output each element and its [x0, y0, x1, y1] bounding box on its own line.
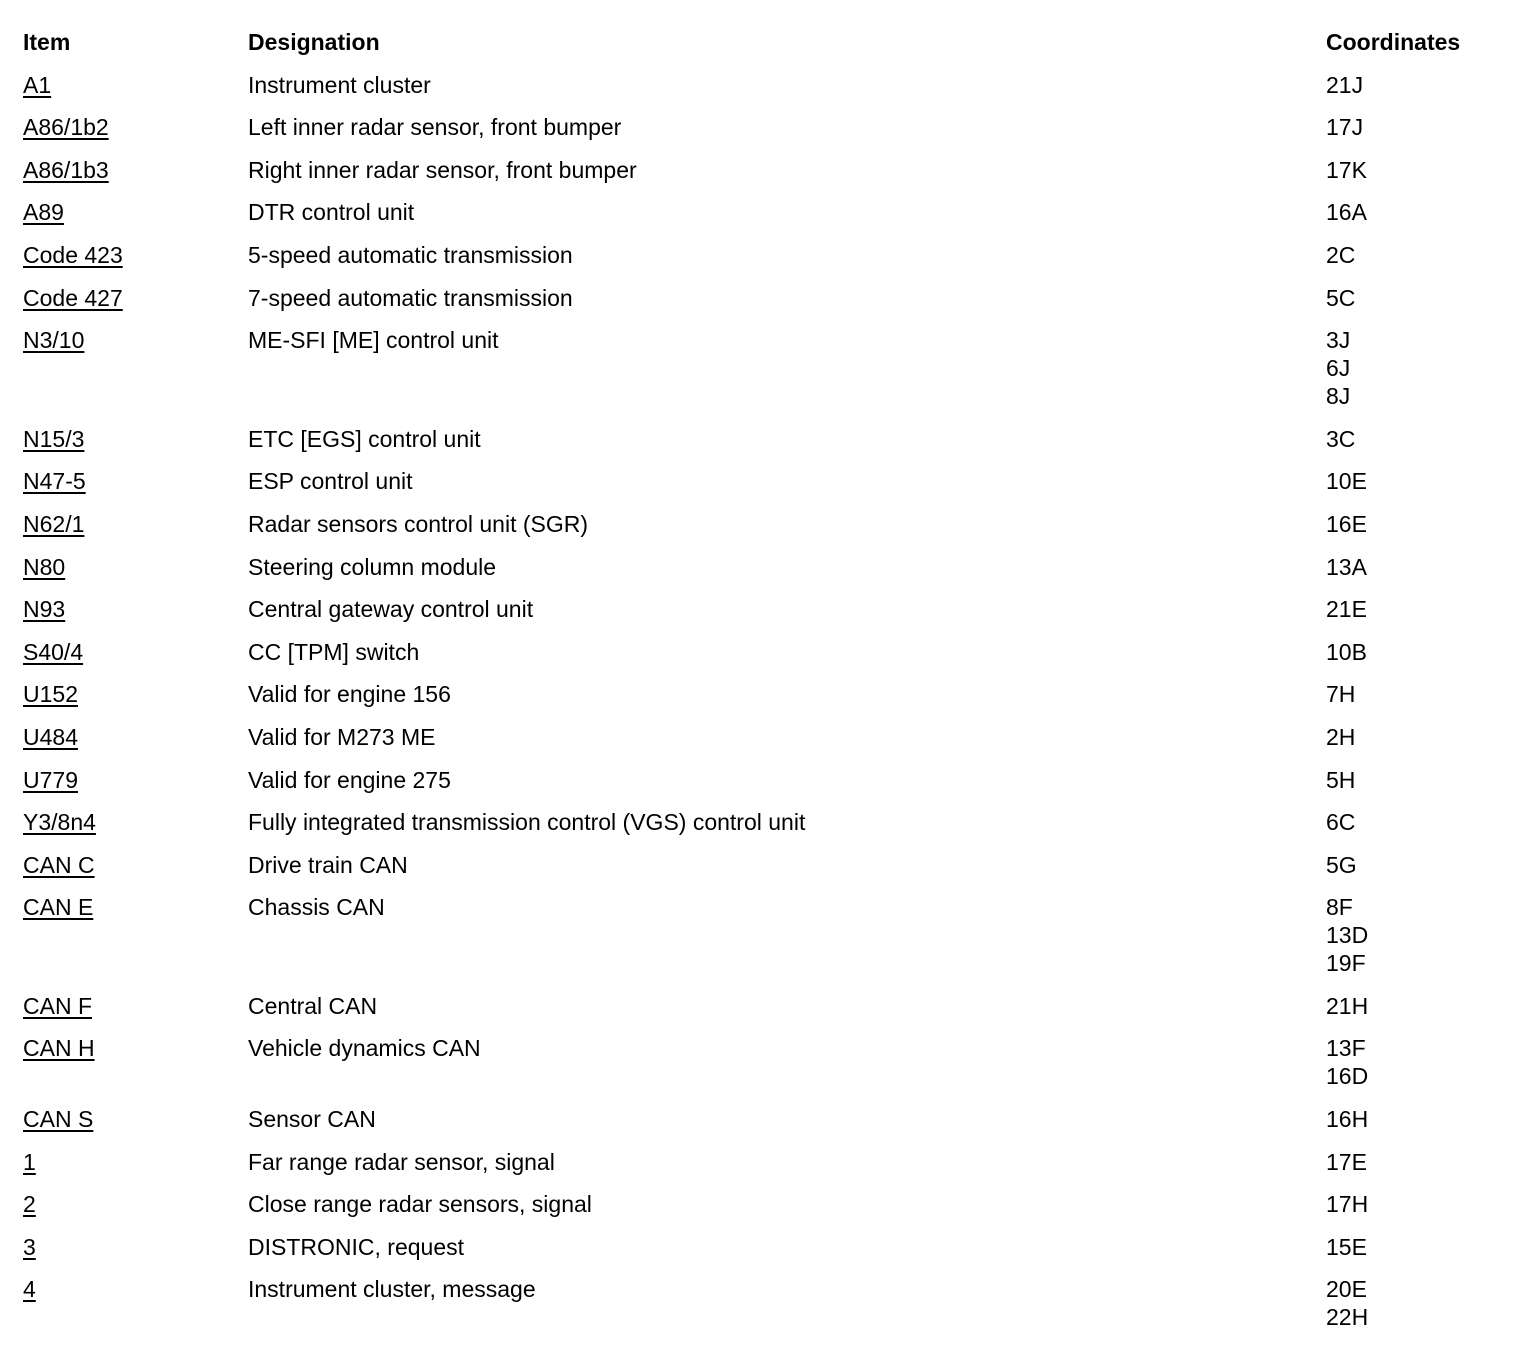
table-row [0, 425, 1520, 453]
coordinates-cell [1326, 326, 1520, 410]
designation-cell: Chassis CAN [248, 894, 385, 921]
legend-header-row [0, 28, 1520, 56]
coordinate-value: 21E [1326, 596, 1367, 623]
coordinate-value: 6J [1326, 355, 1351, 382]
table-row [0, 71, 1520, 99]
table-row [0, 680, 1520, 708]
header-item: Item [23, 29, 71, 55]
item-link[interactable]: 3 [23, 1233, 36, 1260]
designation-cell: ETC [EGS] control unit [248, 425, 481, 452]
coordinate-value: 5G [1326, 851, 1357, 878]
table-row [0, 1034, 1520, 1090]
table-row [0, 851, 1520, 879]
coordinates-cell [1326, 808, 1520, 836]
table-row [0, 595, 1520, 623]
designation-cell: 7-speed automatic transmission [248, 284, 573, 311]
item-cell [0, 241, 248, 269]
designation-cell: Central CAN [248, 992, 378, 1019]
table-row [0, 510, 1520, 538]
item-cell [0, 284, 248, 312]
item-link[interactable]: N62/1 [23, 510, 85, 537]
item-cell [0, 198, 248, 226]
legend-rows [0, 71, 1520, 1332]
coordinate-value: 21J [1326, 71, 1364, 98]
item-cell [0, 510, 248, 538]
item-cell [0, 808, 248, 836]
table-row [0, 198, 1520, 226]
table-row [0, 1190, 1520, 1218]
table-row [0, 241, 1520, 269]
coordinate-value: 16H [1326, 1106, 1369, 1133]
coordinates-cell [1326, 680, 1520, 708]
coordinate-value: 19F [1326, 950, 1366, 977]
designation-cell: 5-speed automatic transmission [248, 241, 573, 268]
designation-cell: Instrument cluster, message [248, 1276, 536, 1303]
item-cell [0, 1034, 248, 1062]
item-link[interactable]: CAN C [23, 851, 95, 878]
item-cell [0, 766, 248, 794]
coordinate-value: 3C [1326, 425, 1356, 452]
item-link[interactable]: Code 427 [23, 284, 123, 311]
designation-cell: Steering column module [248, 553, 497, 580]
coordinates-cell [1326, 893, 1520, 977]
coordinate-value: 17E [1326, 1148, 1367, 1175]
table-row [0, 766, 1520, 794]
item-link[interactable]: 2 [23, 1191, 36, 1218]
table-row [0, 1275, 1520, 1331]
item-link[interactable]: U484 [23, 723, 78, 750]
coordinates-cell [1326, 1233, 1520, 1261]
coordinates-cell [1326, 851, 1520, 879]
table-row [0, 808, 1520, 836]
coordinates-cell [1326, 156, 1520, 184]
item-link[interactable]: N93 [23, 596, 66, 623]
header-designation: Designation [248, 29, 380, 55]
designation-cell: Valid for engine 156 [248, 681, 451, 708]
table-row [0, 553, 1520, 581]
designation-cell: Left inner radar sensor, front bumper [248, 114, 622, 141]
item-cell [0, 723, 248, 751]
designation-cell: CC [TPM] switch [248, 638, 420, 665]
coordinates-cell [1326, 595, 1520, 623]
item-cell [0, 113, 248, 141]
item-link[interactable]: U779 [23, 766, 78, 793]
table-row [0, 156, 1520, 184]
coordinate-value: 10E [1326, 468, 1367, 495]
table-row [0, 467, 1520, 495]
table-row [0, 893, 1520, 977]
coordinate-value: 13D [1326, 922, 1369, 949]
coordinate-value: 17H [1326, 1191, 1369, 1218]
item-cell [0, 1105, 248, 1133]
coordinates-cell [1326, 113, 1520, 141]
item-cell [0, 156, 248, 184]
coordinates-cell [1326, 467, 1520, 495]
item-cell [0, 680, 248, 708]
designation-cell: Valid for engine 275 [248, 766, 451, 793]
coordinate-value: 8J [1326, 383, 1351, 410]
coordinate-value: 13F [1326, 1035, 1366, 1062]
item-cell [0, 893, 248, 921]
designation-cell: Fully integrated transmission control (VGS) control unit [248, 809, 806, 836]
table-row [0, 1233, 1520, 1261]
coordinate-value: 15E [1326, 1233, 1367, 1260]
item-link[interactable]: Code 423 [23, 241, 123, 268]
table-row [0, 992, 1520, 1020]
designation-cell: Instrument cluster [248, 71, 431, 98]
coordinate-value: 6C [1326, 809, 1356, 836]
designation-cell: Vehicle dynamics CAN [248, 1035, 481, 1062]
item-link[interactable]: N15/3 [23, 425, 85, 452]
coordinate-value: 10B [1326, 638, 1367, 665]
table-row [0, 113, 1520, 141]
designation-cell: DISTRONIC, request [248, 1233, 464, 1260]
item-link[interactable]: A86/1b3 [23, 156, 109, 183]
coordinates-cell [1326, 1034, 1520, 1090]
coordinates-cell [1326, 284, 1520, 312]
item-link[interactable]: U152 [23, 681, 78, 708]
item-link[interactable]: A1 [23, 71, 52, 98]
item-cell [0, 425, 248, 453]
item-cell [0, 1275, 248, 1303]
designation-cell: Central gateway control unit [248, 596, 534, 623]
item-cell [0, 326, 248, 354]
coordinates-cell [1326, 1190, 1520, 1218]
item-cell [0, 1148, 248, 1176]
designation-cell: Sensor CAN [248, 1106, 376, 1133]
coordinates-cell [1326, 553, 1520, 581]
item-link[interactable]: CAN E [23, 894, 94, 921]
coordinate-value: 8F [1326, 894, 1353, 921]
coordinate-value: 20E [1326, 1276, 1367, 1303]
header-coordinates: Coordinates [1326, 29, 1461, 55]
item-link[interactable]: A89 [23, 199, 64, 226]
coordinate-value: 17J [1326, 114, 1364, 141]
item-link[interactable]: 4 [23, 1276, 36, 1303]
table-row [0, 723, 1520, 751]
coordinate-value: 3J [1326, 327, 1351, 354]
item-cell [0, 1233, 248, 1261]
item-link[interactable]: Y3/8n4 [23, 809, 96, 836]
item-cell [0, 1190, 248, 1218]
table-row [0, 1105, 1520, 1133]
coordinate-value: 2C [1326, 241, 1356, 268]
coordinates-cell [1326, 1275, 1520, 1331]
coordinates-cell [1326, 71, 1520, 99]
coordinate-value: 5H [1326, 766, 1356, 793]
designation-cell: Drive train CAN [248, 851, 408, 878]
coordinates-cell [1326, 425, 1520, 453]
coordinates-cell [1326, 1105, 1520, 1133]
coordinate-value: 16E [1326, 510, 1367, 537]
designation-cell: Right inner radar sensor, front bumper [248, 156, 637, 183]
coordinate-value: 5C [1326, 284, 1356, 311]
item-link[interactable]: CAN F [23, 992, 92, 1019]
designation-cell: Valid for M273 ME [248, 723, 436, 750]
coordinates-cell [1326, 241, 1520, 269]
item-link[interactable]: A86/1b2 [23, 114, 109, 141]
item-link[interactable]: N80 [23, 553, 66, 580]
coordinate-value: 22H [1326, 1304, 1369, 1331]
designation-cell: DTR control unit [248, 199, 415, 226]
item-link[interactable]: N3/10 [23, 327, 85, 354]
coordinate-value: 16A [1326, 199, 1367, 226]
item-cell [0, 553, 248, 581]
coordinates-cell [1326, 766, 1520, 794]
item-link[interactable]: CAN H [23, 1035, 95, 1062]
coordinates-cell [1326, 723, 1520, 751]
designation-cell: Radar sensors control unit (SGR) [248, 510, 589, 537]
coordinates-cell [1326, 638, 1520, 666]
coordinates-cell [1326, 510, 1520, 538]
coordinates-cell [1326, 992, 1520, 1020]
designation-cell: Close range radar sensors, signal [248, 1191, 592, 1218]
coordinate-value: 2H [1326, 723, 1356, 750]
item-link[interactable]: N47-5 [23, 468, 86, 495]
designation-cell: Far range radar sensor, signal [248, 1148, 555, 1175]
coordinate-value: 21H [1326, 992, 1369, 1019]
coordinate-value: 16D [1326, 1063, 1369, 1090]
item-cell [0, 71, 248, 99]
item-link[interactable]: CAN S [23, 1106, 94, 1133]
item-cell [0, 992, 248, 1020]
table-row [0, 284, 1520, 312]
item-cell [0, 595, 248, 623]
table-row [0, 638, 1520, 666]
coordinates-cell [1326, 1148, 1520, 1176]
item-link[interactable]: S40/4 [23, 638, 84, 665]
coordinates-cell [1326, 198, 1520, 226]
item-cell [0, 638, 248, 666]
item-cell [0, 851, 248, 879]
designation-cell: ESP control unit [248, 468, 413, 495]
coordinate-value: 7H [1326, 681, 1356, 708]
item-link[interactable]: 1 [23, 1148, 36, 1175]
coordinate-value: 13A [1326, 553, 1367, 580]
coordinate-value: 17K [1326, 156, 1367, 183]
table-row [0, 326, 1520, 410]
designation-cell: ME-SFI [ME] control unit [248, 327, 499, 354]
table-row [0, 1148, 1520, 1176]
item-cell [0, 467, 248, 495]
